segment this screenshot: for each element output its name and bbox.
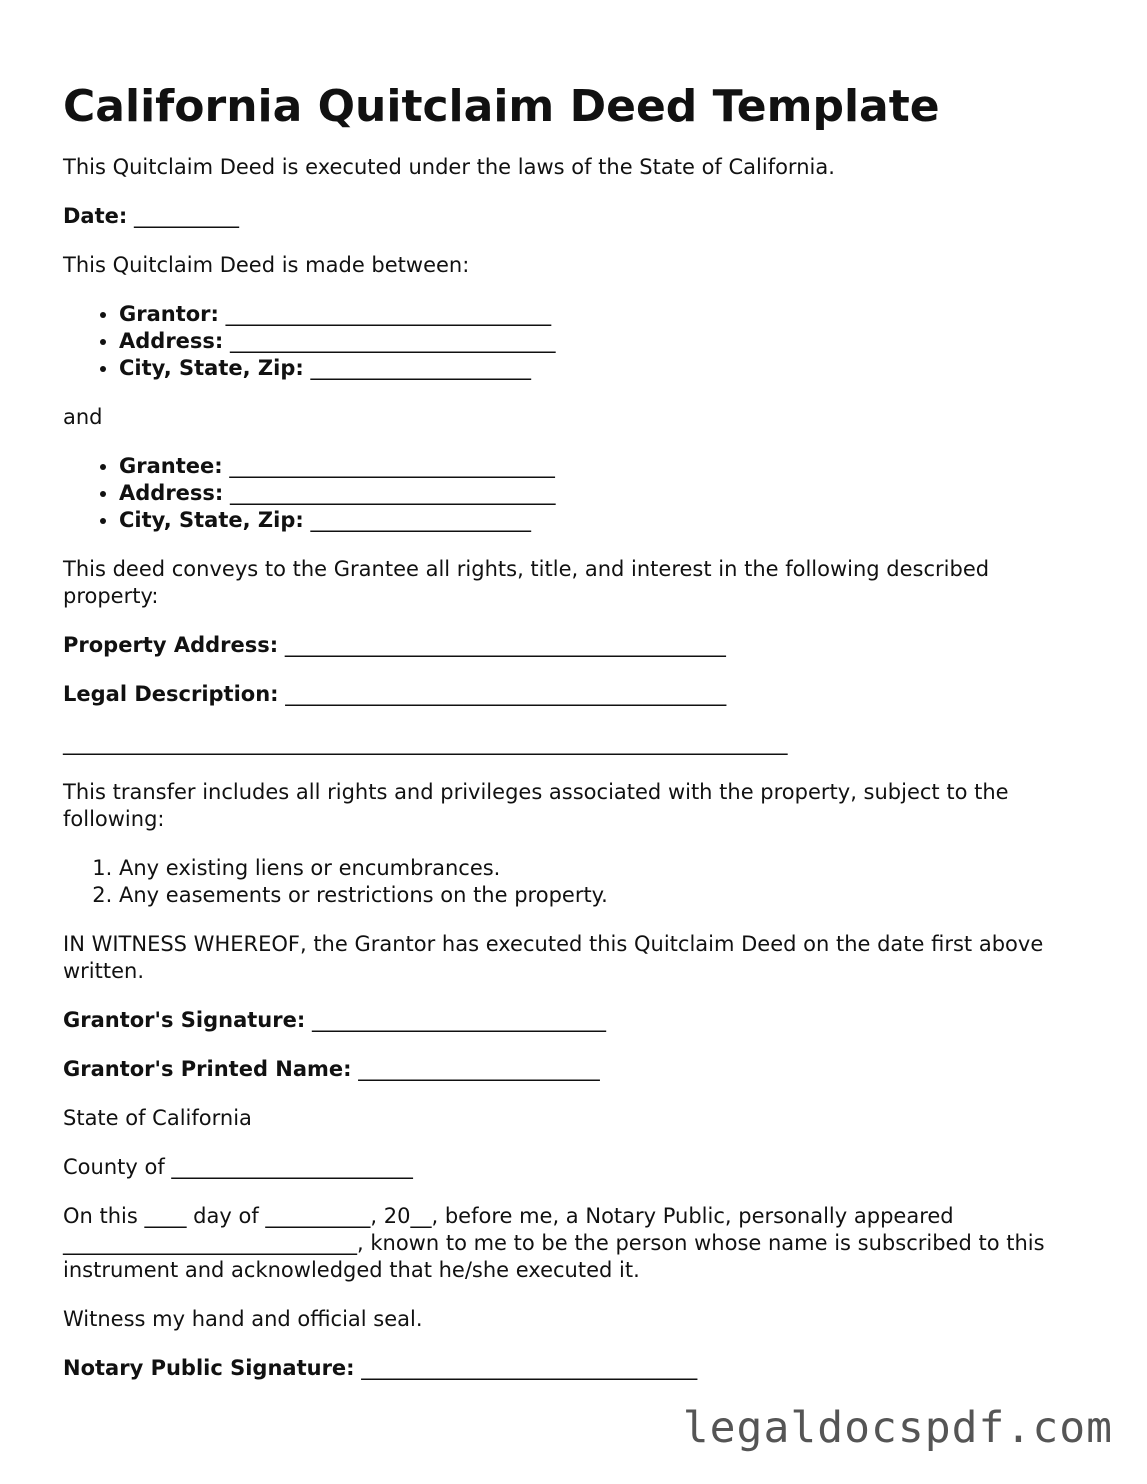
grantee-field [119,453,1083,480]
date-label: Date: [63,204,128,228]
grantor-printed-name-field [63,1056,1083,1083]
county-field [63,1154,1083,1181]
transfer-text: This transfer includes all rights and privileges associated with the property, subject to the following: [63,780,1009,831]
legal-description-field [63,681,1083,708]
legal-description-line: _____________________________________________________________________ [63,731,788,755]
grantor-list [63,301,1083,382]
grantor-printed-name-label: Grantor's Printed Name: [63,1057,352,1081]
grantor-signature-label: Grantor's Signature: [63,1008,306,1032]
property-address-field [63,632,1083,659]
field-blank: _______________________________ [230,329,556,353]
grantor-signature-blank: ____________________________ [311,1008,606,1032]
field-blank: _____________________ [310,356,531,380]
date-field [63,203,1083,230]
legal-description-blank: __________________________________________ [285,682,727,706]
field-label: Grantor: [119,302,219,326]
grantor-signature-field [63,1007,1083,1034]
field-blank: _____________________ [310,508,531,532]
intro-text: This Quitclaim Deed is executed under the laws of the State of California. [63,155,835,179]
condition-item: 2. Any easements or restrictions on the property. [119,882,1083,909]
field-label: Address: [119,329,224,353]
field-label: City, State, Zip: [119,508,304,532]
property-address-blank: __________________________________________ [284,633,726,657]
conditions-list [63,855,1083,909]
county-label: County of [63,1155,165,1179]
notary-signature-blank: ________________________________ [361,1356,698,1380]
document-title: California Quitclaim Deed Template [63,81,940,132]
and-text: and [63,405,103,429]
legal-description-label: Legal Description: [63,682,279,706]
notary-signature-field [63,1355,1083,1382]
field-blank: _______________________________ [225,302,552,326]
property-address-label: Property Address: [63,633,279,657]
grantor-city-state-zip-field [119,355,1083,382]
grantor-printed-name-blank: _______________________ [358,1057,600,1081]
condition-item: 1. Any existing liens or encumbrances. [119,855,1083,882]
grantee-city-state-zip-field [119,507,1083,534]
field-blank: _______________________________ [229,454,555,478]
conveys-text: This deed conveys to the Grantee all rights, title, and interest in the following described property: [63,557,990,608]
made-between-text: This Quitclaim Deed is made between: [63,253,470,277]
grantee-list [63,453,1083,534]
witness-text: IN WITNESS WHEREOF, the Grantor has executed this Quitclaim Deed on the date first above written. [63,932,1044,983]
watermark: legaldocspdf.com [682,1403,1113,1453]
field-label: Address: [119,481,224,505]
date-blank: __________ [133,204,239,228]
county-blank: _______________________ [171,1155,413,1179]
document-page [63,78,1083,1404]
state-text: State of California [63,1106,252,1130]
field-blank: _______________________________ [230,481,556,505]
seal-text: Witness my hand and official seal. [63,1307,423,1331]
field-label: Grantee: [119,454,223,478]
grantor-address-field [119,328,1083,355]
grantor-field [119,301,1083,328]
grantee-address-field [119,480,1083,507]
notary-signature-label: Notary Public Signature: [63,1356,355,1380]
field-label: City, State, Zip: [119,356,304,380]
notary-text: On this ____ day of __________, 20__, before me, a Notary Public, personally appeared ____________________________, known to me to be the person whose name is subscribed to this instrument and acknowledged that he/she executed it. [63,1204,1045,1282]
